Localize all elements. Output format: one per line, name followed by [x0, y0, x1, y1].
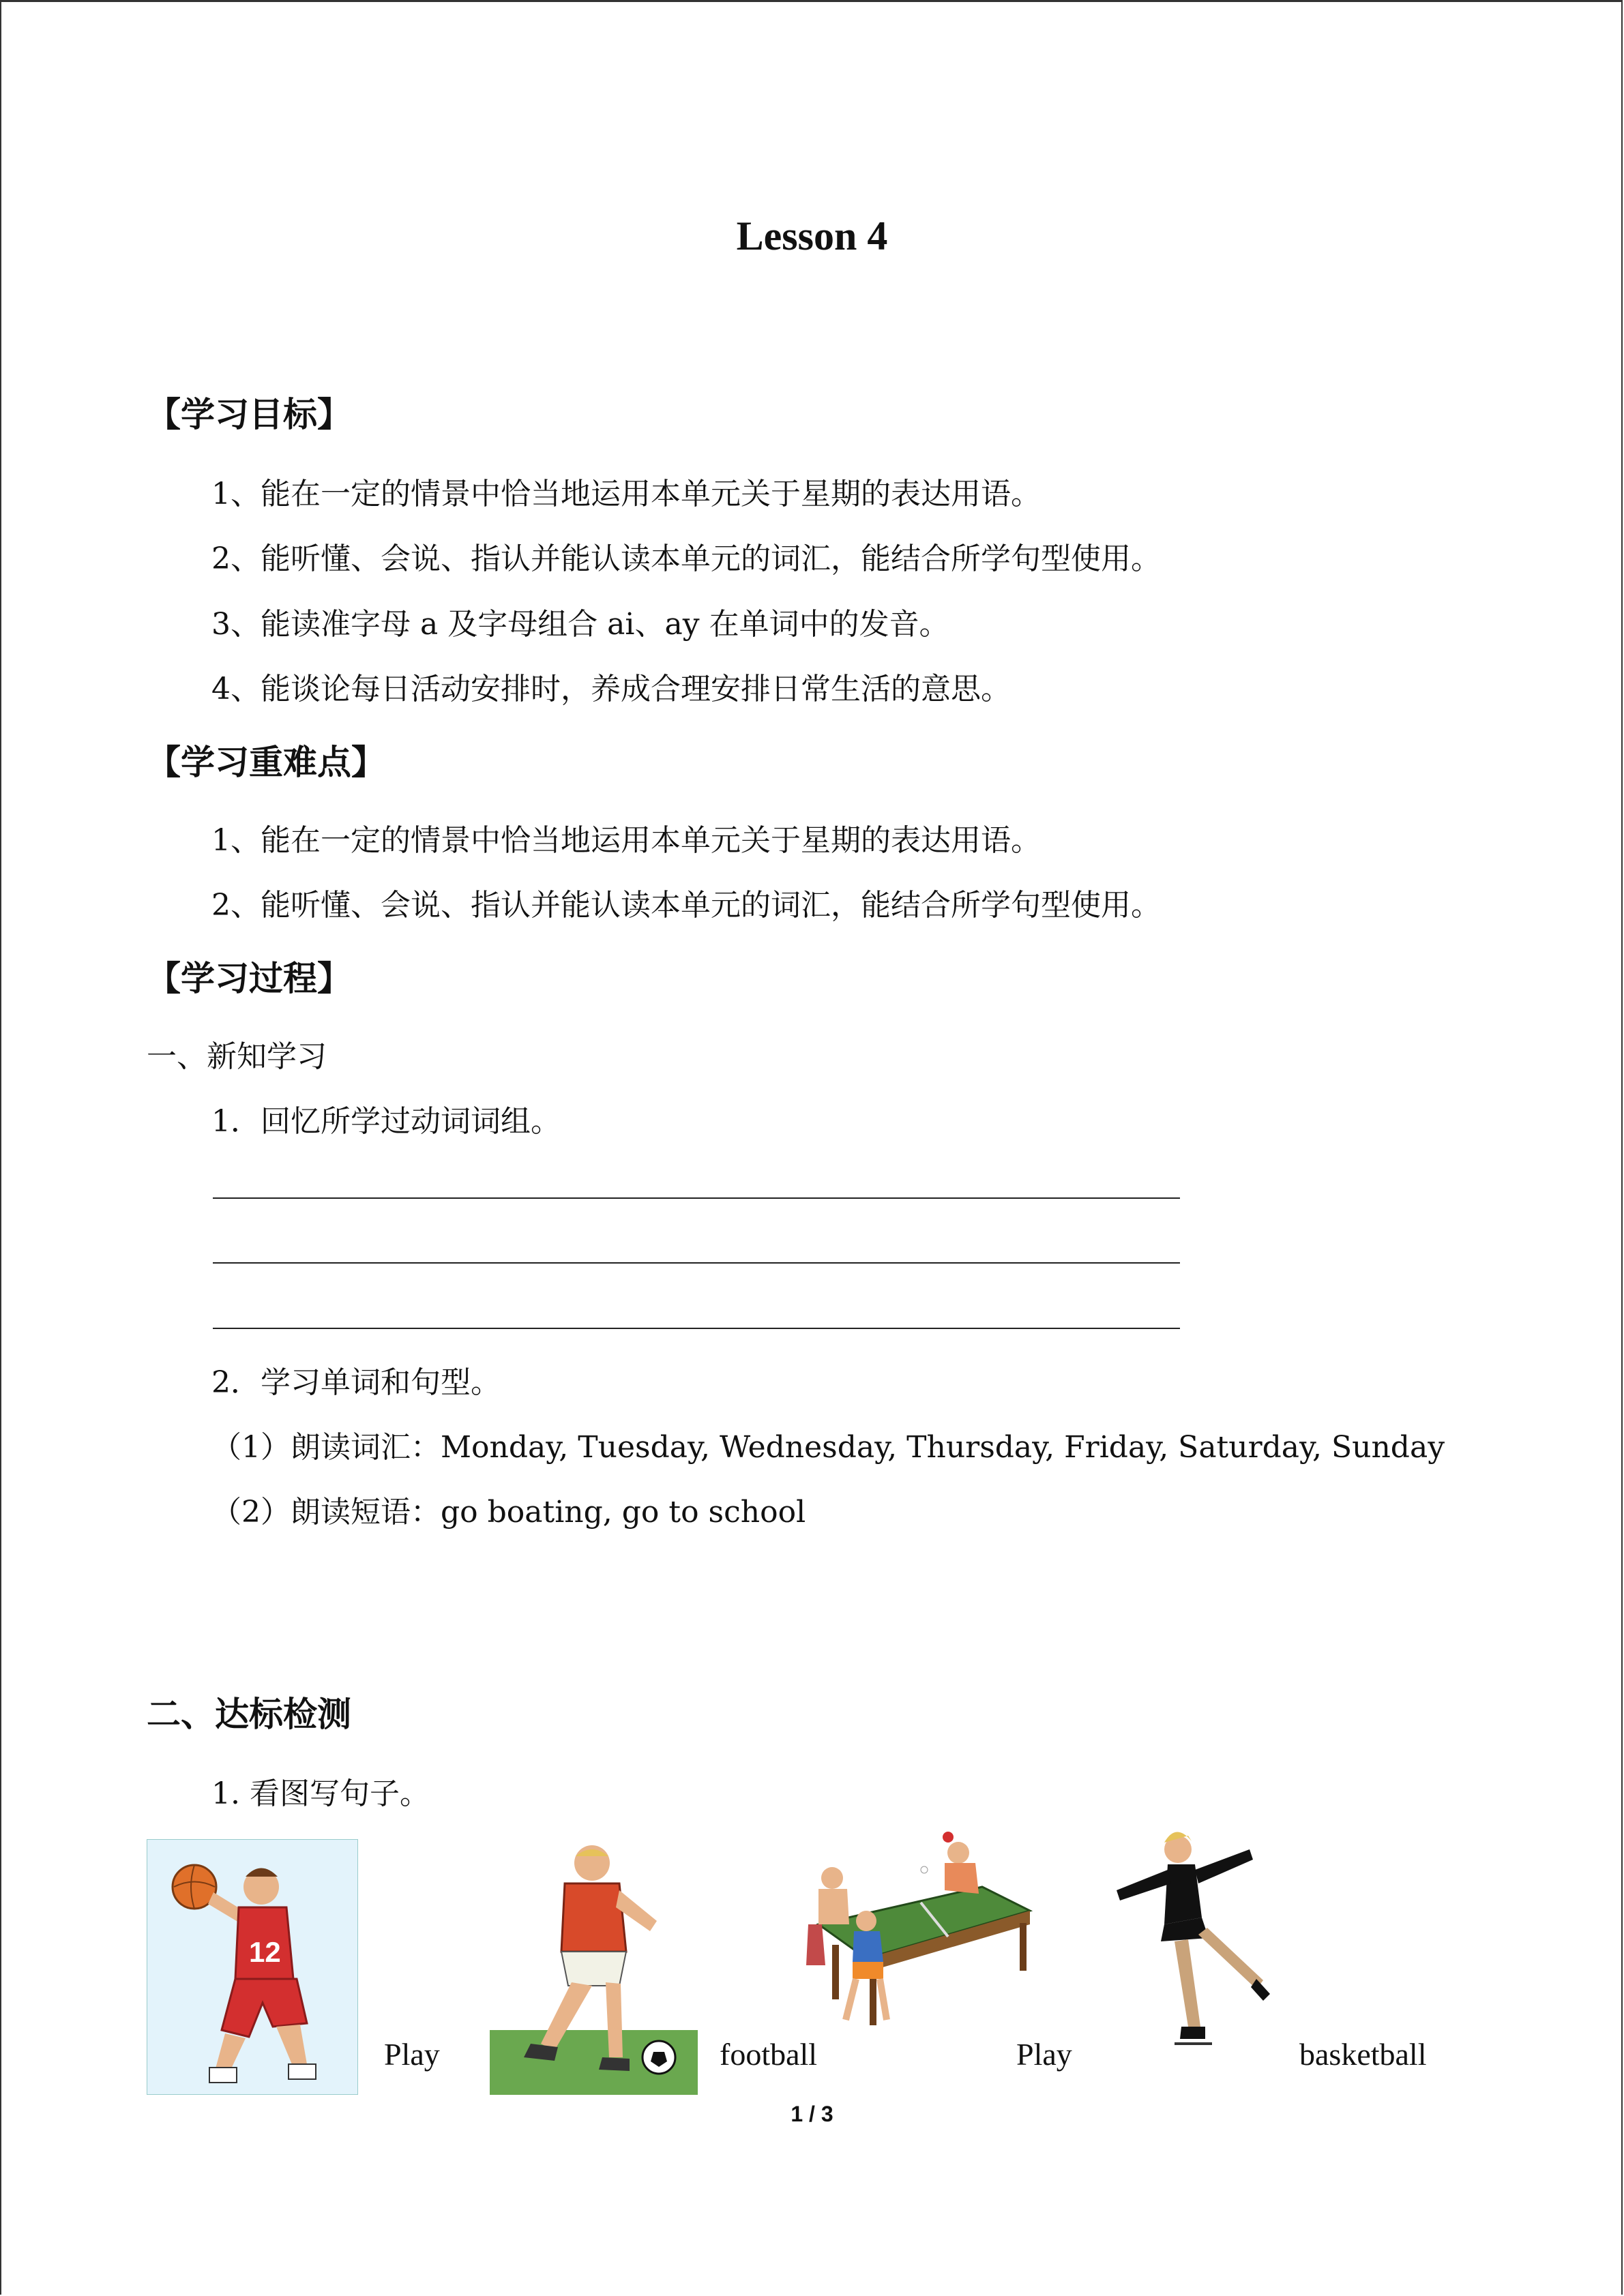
goal-item-4: 4、能谈论每日活动安排时，养成合理安排日常生活的意思。 — [211, 672, 1011, 706]
page-title: Lesson 4 — [736, 213, 888, 258]
key-points-heading: 【学习重难点】 — [147, 743, 385, 782]
picture-3-word: Play — [1016, 2037, 1072, 2072]
picture-1-word: Play — [384, 2037, 440, 2072]
basketball-player-picture — [147, 1839, 358, 2095]
test-heading: 二、达标检测 — [147, 1695, 351, 1734]
picture-4-word: basketball — [1299, 2037, 1427, 2072]
step1-text: 1．回忆所学过动词词组。 — [211, 1104, 561, 1139]
key-point-item-1: 1、能在一定的情景中恰当地运用本单元关于星期的表达用语。 — [211, 823, 1041, 858]
svg-text:12: 12 — [249, 1936, 281, 1968]
table-tennis-players-picture — [791, 1822, 1037, 2040]
task1-text: 1. 看图写句子。 — [211, 1776, 430, 1811]
answer-line-1[interactable] — [213, 1197, 1180, 1199]
goal-item-2: 2、能听懂、会说、指认并能认读本单元的词汇，能结合所学句型使用。 — [211, 541, 1161, 576]
process-heading: 【学习过程】 — [147, 959, 351, 998]
answer-line-3[interactable] — [213, 1328, 1180, 1329]
goal-item-3: 3、能读准字母 a 及字母组合 ai、ay 在单词中的发音。 — [211, 607, 949, 642]
football-player-picture — [490, 1839, 698, 2095]
read-words-text: （1）朗读词汇：Monday, Tuesday, Wednesday, Thursday, Friday, Saturday, Sunday — [211, 1430, 1445, 1465]
answer-line-2[interactable] — [213, 1262, 1180, 1264]
ice-skater-picture — [1099, 1822, 1277, 2068]
page-number: 1 / 3 — [791, 2102, 833, 2126]
read-phrases-text: （2）朗读短语：go boating, go to school — [211, 1495, 806, 1530]
part1-title: 一、新知学习 — [147, 1039, 327, 1074]
key-point-item-2: 2、能听懂、会说、指认并能认读本单元的词汇，能结合所学句型使用。 — [211, 888, 1161, 923]
goal-item-1: 1、能在一定的情景中恰当地运用本单元关于星期的表达用语。 — [211, 477, 1041, 511]
goals-heading: 【学习目标】 — [147, 395, 351, 434]
step2-text: 2．学习单词和句型。 — [211, 1365, 501, 1400]
picture-2-word: football — [720, 2037, 818, 2072]
